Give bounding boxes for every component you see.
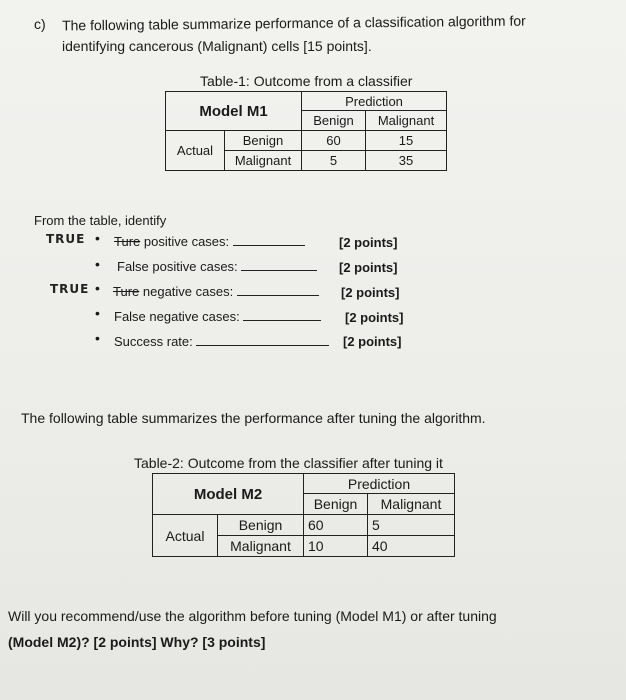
table1-row-malignant: Malignant: [225, 151, 302, 171]
table1-cell-malignant-benign: 5: [302, 151, 366, 171]
table2-cell-benign-benign: 60: [304, 515, 368, 536]
table2-cell-benign-malignant: 5: [368, 515, 455, 536]
table2-cell-malignant-malignant: 40: [368, 536, 455, 557]
answer-blank-1: [233, 233, 305, 246]
table2-prediction-header: Prediction: [304, 474, 455, 494]
identify-item-2: [117, 258, 317, 274]
table1-cell-benign-benign: 60: [302, 131, 366, 151]
final-question-line-1: Will you recommend/use the algorithm before tuning (Model M1) or after tuning: [8, 608, 497, 624]
item-3-points: [2 points]: [341, 285, 400, 300]
struck-word-1: Ture: [114, 234, 141, 249]
table2-col-benign: Benign: [304, 494, 368, 515]
table1-caption: Table-1: Outcome from a classifier: [200, 73, 413, 89]
table1-cell-malignant-malignant: 35: [366, 151, 447, 171]
question-line-1: The following table summarize performance of a classification algorithm for: [61, 12, 526, 34]
bullet-4: •: [95, 305, 100, 321]
question-label: c): [34, 16, 46, 32]
after-tuning-text: The following table summarizes the performance after tuning the algorithm.: [21, 410, 486, 426]
item-5-text: Success rate:: [114, 334, 193, 349]
bullet-5: •: [95, 330, 100, 346]
item-4-points: [2 points]: [345, 310, 404, 325]
answer-blank-5: [196, 333, 329, 346]
item-1-text: positive cases:: [143, 234, 230, 249]
table2-row-benign: Benign: [218, 515, 304, 536]
table1-row-benign: Benign: [225, 131, 302, 151]
item-2-points: [2 points]: [339, 260, 398, 275]
table2: [152, 473, 455, 557]
identify-item-4: [114, 308, 321, 324]
table1: [165, 91, 447, 171]
table2-actual-label: Actual: [153, 515, 218, 557]
answer-blank-2: [241, 258, 317, 271]
handwritten-true-2: TRUE: [50, 282, 90, 296]
item-4-text: False negative cases:: [114, 309, 240, 324]
item-5-points: [2 points]: [343, 334, 402, 349]
question-line-2: identifying cancerous (Malignant) cells [15 points].: [62, 38, 372, 54]
identify-intro: From the table, identify: [34, 213, 167, 228]
answer-blank-3: [237, 283, 319, 296]
item-3-text: negative cases:: [142, 284, 234, 299]
identify-item-5: [114, 333, 329, 349]
table2-model-name: Model M2: [153, 474, 304, 515]
bullet-2: •: [95, 256, 100, 272]
bullet-1: •: [95, 230, 100, 246]
struck-word-3: Ture: [113, 284, 140, 299]
table1-model-name: Model M1: [166, 92, 302, 131]
item-2-text: False positive cases:: [117, 259, 238, 274]
item-1-points: [2 points]: [339, 235, 398, 250]
final-question-line-2: (Model M2)? [2 points] Why? [3 points]: [8, 634, 266, 650]
handwritten-true-1: TRUE: [46, 232, 86, 246]
bullet-3: •: [95, 280, 100, 296]
answer-blank-4: [243, 308, 321, 321]
table1-col-malignant: Malignant: [366, 111, 447, 131]
table2-col-malignant: Malignant: [368, 494, 455, 515]
identify-item-3: [113, 283, 319, 299]
table2-cell-malignant-benign: 10: [304, 536, 368, 557]
table1-col-benign: Benign: [302, 111, 366, 131]
table1-cell-benign-malignant: 15: [366, 131, 447, 151]
table1-prediction-header: Prediction: [302, 92, 447, 111]
table1-actual-label: Actual: [166, 131, 225, 171]
identify-item-1: [114, 233, 305, 249]
table2-caption: Table-2: Outcome from the classifier after tuning it: [134, 455, 443, 471]
table2-row-malignant: Malignant: [218, 536, 304, 557]
